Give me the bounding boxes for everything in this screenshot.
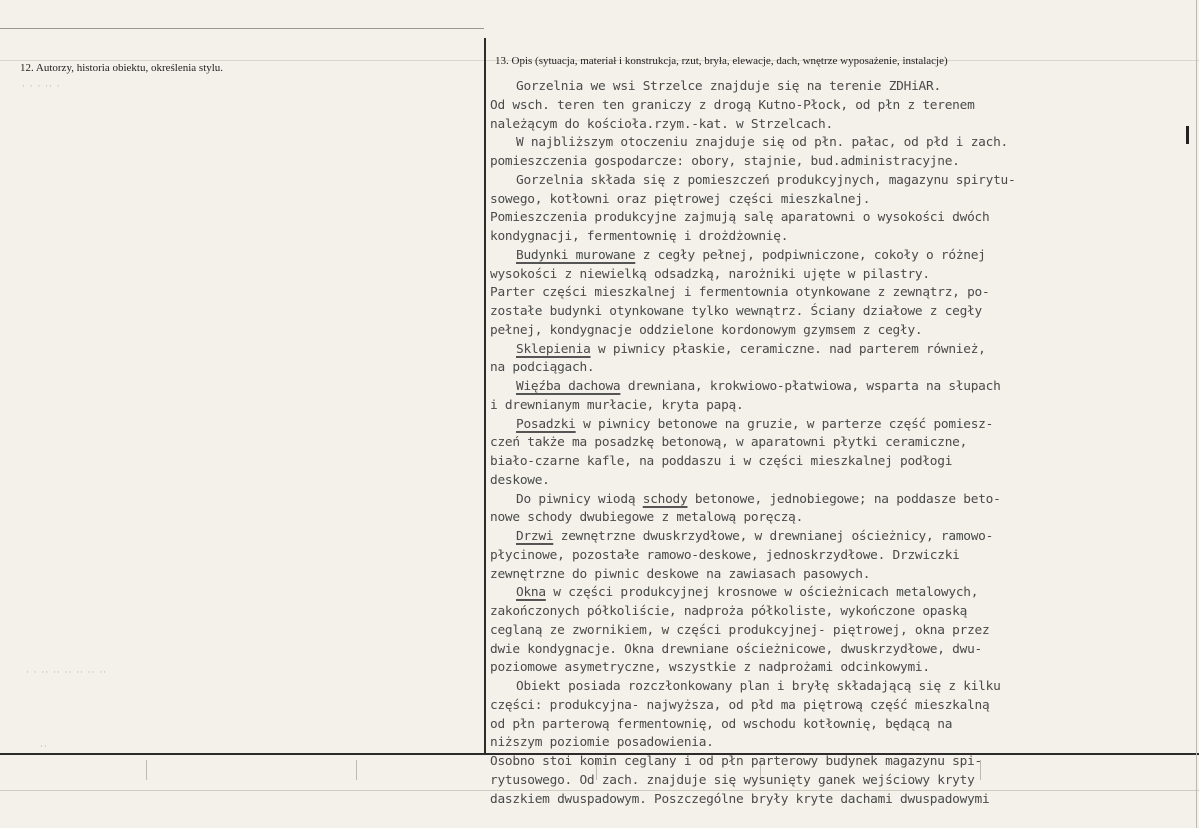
description-line: Parter części mieszkalnej i fermentownia otynkowane z zewnątrz, po- bbox=[490, 285, 990, 301]
section-heading: Okna bbox=[516, 585, 546, 601]
description-line: wysokości z niewielką odsadzką, narożniki ujęte w pilastry. bbox=[490, 266, 930, 282]
description-line: niższym poziomie posadowienia. bbox=[490, 735, 714, 751]
description-line: płycinowe, pozostałe ramowo-deskowe, jednoskrzydłowe. Drzwiczki bbox=[490, 547, 960, 563]
field-13-label: 13. Opis (sytuacja, materiał i konstrukcja, rzut, bryła, elewacje, dach, wnętrze wyposażenie, instalacje) bbox=[495, 55, 948, 67]
description-line-rest: w piwnicy płaskie, ceramiczne. nad parterem również, bbox=[590, 341, 986, 357]
description-line-rest: zewnętrzne dwuskrzydłowe, w drewnianej ościeżnicy, ramowo- bbox=[553, 529, 994, 544]
grid-tick bbox=[356, 760, 357, 780]
description-line: W najbliższym otoczeniu znajduje się od płn. pałac, od płd i zach. bbox=[516, 135, 1008, 151]
description-line bbox=[490, 247, 1192, 266]
section-heading: schody bbox=[642, 491, 688, 507]
description-line-rest: w piwnicy betonowe na gruzie, w parterze część pomiesz- bbox=[575, 416, 994, 432]
description-line: kondygnacji, fermentownię i drożdżownię. bbox=[490, 229, 789, 244]
grid-tick bbox=[146, 760, 147, 780]
description-line: Osobno stoi komin ceglany i od płn parterowy budynek magazynu spi- bbox=[490, 754, 982, 769]
description-line: Obiekt posiada rozczłonkowany plan i bryłę składającą się z kilku bbox=[516, 679, 1001, 694]
description-text bbox=[490, 78, 1192, 809]
description-line bbox=[490, 416, 1192, 435]
description-line: części: produkcyjna- najwyższa, od płd ma piętrową część mieszkalną bbox=[490, 697, 990, 713]
description-line-rest: w części produkcyjnej krosnowe w ościeżnicach metalowych, bbox=[545, 585, 979, 601]
description-line: pełnej, kondygnacje oddzielone kordonowym gzymsem z cegły. bbox=[490, 322, 923, 338]
description-line: zostałe budynki otynkowane tylko wewnątrz. Ściany działowe z cegły bbox=[490, 304, 982, 319]
section-heading: Sklepienia bbox=[516, 341, 591, 357]
description-line: i drewnianym murłacie, kryta papą. bbox=[490, 397, 744, 413]
description-line: Pomieszczenia produkcyjne zajmują salę aparatowni o wysokości dwóch bbox=[490, 210, 990, 226]
description-line bbox=[490, 491, 1192, 510]
section-heading: Drzwi bbox=[516, 529, 554, 544]
description-line: ceglaną ze zwornikiem, w części produkcyjnej- piętrowej, okna przez bbox=[490, 622, 990, 638]
section-heading: Budynki murowane bbox=[516, 247, 636, 263]
description-line: rytusowego. Od zach. znajduje się wysunięty ganek wejściowy kryty bbox=[490, 772, 975, 788]
field-divider-line bbox=[484, 38, 486, 754]
description-line: biało-czarne kafle, na poddaszu i w części mieszkalnej podłogi bbox=[490, 454, 953, 469]
description-line: deskowe. bbox=[490, 472, 550, 488]
description-line: Od wsch. teren ten graniczy z drogą Kutno-Płock, od płn z terenem bbox=[490, 97, 975, 113]
bleed-mark: · · · ·· · bbox=[22, 82, 61, 92]
section-heading: Posadzki bbox=[516, 416, 576, 432]
page-edge-line bbox=[1196, 0, 1197, 828]
description-line: zewnętrzne do piwnic deskowe na zawiasach pasowych. bbox=[490, 566, 871, 582]
description-line: Gorzelnia składa się z pomieszczeń produkcyjnych, magazynu spirytu- bbox=[516, 172, 1016, 188]
description-line-rest: z cegły pełnej, podpiwniczone, cokoły o różnej bbox=[635, 247, 986, 263]
bleed-mark: · · ·· ·· ·· ·· ·· ·· bbox=[26, 668, 108, 678]
description-line: na podciągach. bbox=[490, 360, 595, 376]
description-line bbox=[490, 341, 1192, 360]
description-line bbox=[490, 584, 1192, 603]
description-line: poziomowe asymetryczne, wszystkie z nadprożami odcinkowymi. bbox=[490, 660, 930, 676]
bleed-mark: ·· bbox=[40, 742, 48, 752]
description-line: Gorzelnia we wsi Strzelce znajduje się na terenie ZDHiAR. bbox=[516, 79, 941, 94]
description-line: czeń także ma posadzkę betonową, w aparatowni płytki ceramiczne, bbox=[490, 435, 968, 451]
description-line: nowe schody dwubiegowe z metalową poręczą. bbox=[490, 510, 804, 526]
field-12-label: 12. Autorzy, historia obiektu, określenia stylu. bbox=[20, 62, 224, 74]
description-line-rest: drewniana, krokwiowo-płatwiowa, wsparta na słupach bbox=[620, 379, 1001, 394]
description-line: pomieszczenia gospodarcze: obory, stajnie, bud.administracyjne. bbox=[490, 154, 960, 169]
description-line: sowego, kotłowni oraz piętrowej części mieszkalnej. bbox=[490, 191, 871, 207]
description-line: należącym do kościoła.rzym.-kat. w Strzelcach. bbox=[490, 116, 833, 132]
description-line: zakończonych półkoliście, nadproża półkoliste, wykończone opaską bbox=[490, 604, 968, 619]
description-line-rest: betonowe, jednobiegowe; na poddasze beto- bbox=[687, 491, 1001, 507]
section-heading: Więźba dachowa bbox=[516, 379, 621, 394]
description-line-prefix: Do piwnicy wiodą bbox=[516, 491, 643, 507]
description-line: daszkiem dwuspadowym. Poszczególne bryły kryte dachami dwuspadowymi bbox=[490, 791, 990, 807]
description-line: od płn parterową fermentownię, od wschodu kotłownię, będącą na bbox=[490, 716, 953, 732]
description-line: dwie kondygnacje. Okna drewniane ościeżnicowe, dwuskrzydłowe, dwu- bbox=[490, 641, 982, 657]
form-top-rule bbox=[0, 28, 484, 29]
description-line bbox=[490, 378, 1192, 397]
description-line bbox=[490, 528, 1192, 547]
